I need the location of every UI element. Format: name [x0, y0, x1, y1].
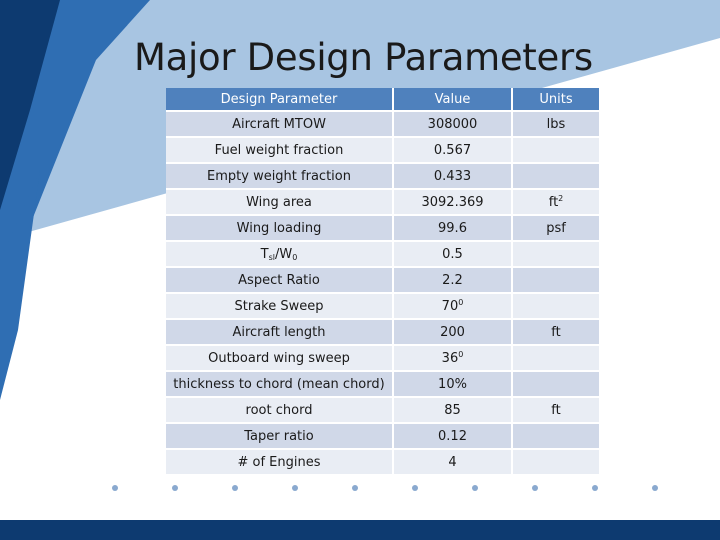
- parameter-cell: Empty weight fraction: [166, 164, 394, 190]
- column-header-parameter: Design Parameter: [166, 88, 394, 112]
- table-row: [166, 346, 601, 372]
- unit-cell: [513, 268, 601, 294]
- footer-bar: [0, 520, 720, 540]
- table-row: [166, 216, 601, 242]
- table-row: [166, 138, 601, 164]
- value-cell: 4: [394, 450, 513, 476]
- parameter-cell: Aircraft length: [166, 320, 394, 346]
- unit-text: ft: [548, 195, 559, 210]
- value-cell: 85: [394, 398, 513, 424]
- parameter-cell: Aspect Ratio: [166, 268, 394, 294]
- dot-row-decoration: [112, 485, 658, 491]
- value-cell: 0.12: [394, 424, 513, 450]
- table-row: [166, 398, 601, 424]
- parameter-text: T: [260, 246, 269, 262]
- unit-superscript: 2: [558, 194, 564, 203]
- table-row: [166, 294, 601, 320]
- parameter-cell: Taper ratio: [166, 424, 394, 450]
- parameter-cell: # of Engines: [166, 450, 394, 476]
- value-cell: [394, 294, 513, 320]
- unit-cell: [513, 346, 601, 372]
- parameter-cell: thickness to chord (mean chord): [166, 372, 394, 398]
- value-superscript: 0: [458, 298, 464, 307]
- unit-cell: [513, 138, 601, 164]
- table-row: [166, 320, 601, 346]
- unit-cell: [513, 424, 601, 450]
- unit-cell: [513, 190, 601, 216]
- unit-cell: [513, 372, 601, 398]
- unit-cell: ft: [513, 398, 601, 424]
- column-header-units: Units: [513, 88, 601, 112]
- value-text: 36: [441, 351, 459, 366]
- value-superscript: 0: [458, 350, 464, 359]
- value-cell: 0.433: [394, 164, 513, 190]
- table-header-row: [166, 88, 601, 112]
- parameter-subscript: sl: [268, 252, 275, 262]
- parameter-cell: root chord: [166, 398, 394, 424]
- parameter-cell: [166, 242, 394, 268]
- table-row: [166, 372, 601, 398]
- design-parameters-table: [166, 88, 601, 476]
- unit-cell: lbs: [513, 112, 601, 138]
- parameter-cell: Fuel weight fraction: [166, 138, 394, 164]
- value-text: 70: [441, 299, 459, 314]
- unit-cell: psf: [513, 216, 601, 242]
- parameter-cell: Aircraft MTOW: [166, 112, 394, 138]
- parameter-cell: Strake Sweep: [166, 294, 394, 320]
- parameter-subscript-2: 0: [292, 252, 298, 262]
- value-cell: 308000: [394, 112, 513, 138]
- value-cell: 0.567: [394, 138, 513, 164]
- table-row: [166, 190, 601, 216]
- parameter-cell: Wing loading: [166, 216, 394, 242]
- unit-cell: ft: [513, 320, 601, 346]
- column-header-value: Value: [394, 88, 513, 112]
- value-cell: 2.2: [394, 268, 513, 294]
- parameter-text-mid: /W: [275, 246, 293, 262]
- value-cell: 99.6: [394, 216, 513, 242]
- unit-cell: [513, 164, 601, 190]
- unit-cell: [513, 294, 601, 320]
- value-cell: 3092.369: [394, 190, 513, 216]
- slide-title: Major Design Parameters: [134, 36, 593, 79]
- unit-cell: [513, 242, 601, 268]
- table-row: [166, 268, 601, 294]
- unit-cell: [513, 450, 601, 476]
- value-cell: [394, 346, 513, 372]
- value-cell: 10%: [394, 372, 513, 398]
- value-cell: 200: [394, 320, 513, 346]
- table-row: [166, 424, 601, 450]
- table-row: [166, 242, 601, 268]
- table-row: [166, 112, 601, 138]
- parameter-cell: Wing area: [166, 190, 394, 216]
- table-row: [166, 164, 601, 190]
- parameter-cell: Outboard wing sweep: [166, 346, 394, 372]
- table-row: [166, 450, 601, 476]
- value-cell: 0.5: [394, 242, 513, 268]
